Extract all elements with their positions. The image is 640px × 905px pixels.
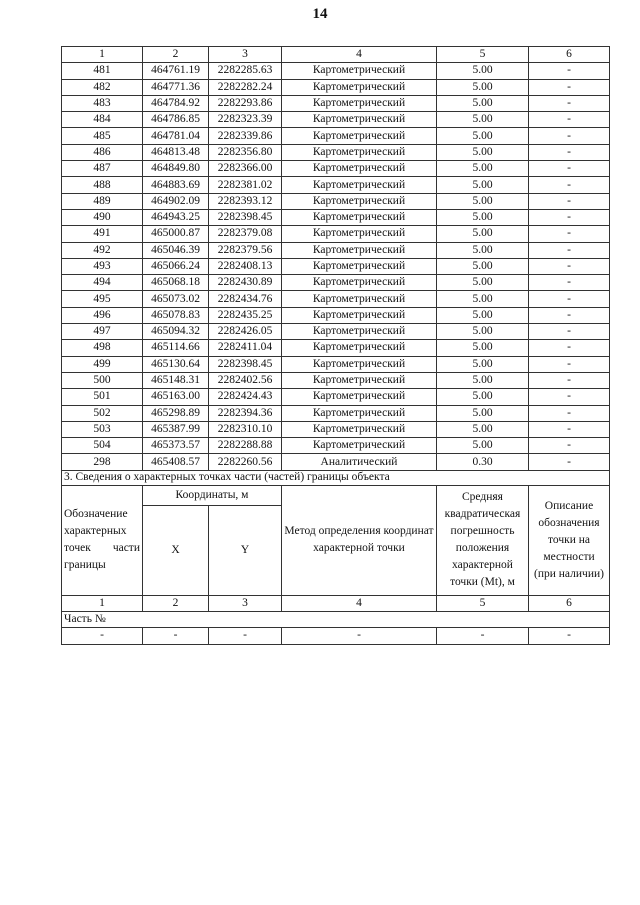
column-number: 3 (209, 595, 282, 611)
point-id-cell: 484 (62, 112, 143, 128)
y-coordinate-cell: 2282379.08 (209, 226, 282, 242)
point-id-cell: 491 (62, 226, 143, 242)
description-cell: - (529, 405, 610, 421)
table-row (62, 193, 610, 209)
error-cell: 5.00 (437, 438, 529, 454)
description-cell: - (529, 63, 610, 79)
error-cell: 5.00 (437, 161, 529, 177)
column-number: 2 (143, 47, 209, 63)
point-id-cell: 501 (62, 389, 143, 405)
method-cell: Картометрический (282, 389, 437, 405)
error-cell: 5.00 (437, 372, 529, 388)
y-coordinate-cell: 2282260.56 (209, 454, 282, 470)
y-coordinate-cell: 2282288.88 (209, 438, 282, 454)
y-coordinate-cell: 2282435.25 (209, 307, 282, 323)
x-coordinate-cell: 465163.00 (143, 389, 209, 405)
method-header: Метод определения координат характерной точки (282, 485, 437, 595)
table-row (62, 161, 610, 177)
table-row (62, 112, 610, 128)
error-cell: 5.00 (437, 258, 529, 274)
error-cell: 5.00 (437, 421, 529, 437)
point-id-cell: 496 (62, 307, 143, 323)
method-cell: Картометрический (282, 291, 437, 307)
x-coordinate-cell: 465046.39 (143, 242, 209, 258)
error-cell: 5.00 (437, 177, 529, 193)
point-id-cell: 481 (62, 63, 143, 79)
y-header: Y (209, 505, 282, 595)
y-coordinate-cell: 2282398.45 (209, 356, 282, 372)
column-number: 1 (62, 595, 143, 611)
y-coordinate-cell: 2282310.10 (209, 421, 282, 437)
error-cell: 5.00 (437, 128, 529, 144)
table-row (62, 454, 610, 470)
column-number: 5 (437, 47, 529, 63)
point-id-cell: 502 (62, 405, 143, 421)
table-row (62, 275, 610, 291)
y-coordinate-cell: 2282402.56 (209, 372, 282, 388)
point-id-cell: 485 (62, 128, 143, 144)
section-column-number-row (62, 595, 610, 611)
empty-cell: - (209, 628, 282, 644)
table-row (62, 372, 610, 388)
description-cell: - (529, 356, 610, 372)
x-coordinate-cell: 465298.89 (143, 405, 209, 421)
point-label-header: Обозначение характерных точек части границы (62, 485, 143, 595)
x-coordinate-cell: 465148.31 (143, 372, 209, 388)
table-row (62, 144, 610, 160)
y-coordinate-cell: 2282293.86 (209, 95, 282, 111)
description-cell: - (529, 291, 610, 307)
x-coordinate-cell: 465114.66 (143, 340, 209, 356)
table-row (62, 291, 610, 307)
method-cell: Картометрический (282, 226, 437, 242)
description-cell: - (529, 275, 610, 291)
error-header: Средняя квадратическая погрешность положения характерной точки (Mt), м (437, 485, 529, 595)
y-coordinate-cell: 2282366.00 (209, 161, 282, 177)
table-row (62, 421, 610, 437)
description-cell: - (529, 193, 610, 209)
method-cell: Картометрический (282, 79, 437, 95)
column-number: 6 (529, 47, 610, 63)
point-id-cell: 482 (62, 79, 143, 95)
method-cell: Аналитический (282, 454, 437, 470)
y-coordinate-cell: 2282381.02 (209, 177, 282, 193)
empty-cell: - (62, 628, 143, 644)
column-number: 2 (143, 595, 209, 611)
x-coordinate-cell: 465073.02 (143, 291, 209, 307)
coordinates-header: Координаты, м (143, 485, 282, 505)
method-cell: Картометрический (282, 307, 437, 323)
table-row (62, 95, 610, 111)
x-coordinate-cell: 465130.64 (143, 356, 209, 372)
method-cell: Картометрический (282, 177, 437, 193)
table-row (62, 438, 610, 454)
error-cell: 5.00 (437, 95, 529, 111)
column-number: 3 (209, 47, 282, 63)
point-id-cell: 498 (62, 340, 143, 356)
x-coordinate-cell: 464902.09 (143, 193, 209, 209)
error-cell: 5.00 (437, 275, 529, 291)
part-label: Часть № (62, 612, 610, 628)
point-id-cell: 499 (62, 356, 143, 372)
y-coordinate-cell: 2282379.56 (209, 242, 282, 258)
empty-cell: - (143, 628, 209, 644)
table-row (62, 242, 610, 258)
table-row (62, 340, 610, 356)
description-cell: - (529, 95, 610, 111)
x-coordinate-cell: 464781.04 (143, 128, 209, 144)
method-cell: Картометрический (282, 242, 437, 258)
method-cell: Картометрический (282, 438, 437, 454)
table-row (62, 258, 610, 274)
y-coordinate-cell: 2282411.04 (209, 340, 282, 356)
method-cell: Картометрический (282, 193, 437, 209)
point-id-cell: 495 (62, 291, 143, 307)
point-id-cell: 492 (62, 242, 143, 258)
error-cell: 5.00 (437, 340, 529, 356)
empty-cell: - (437, 628, 529, 644)
method-cell: Картометрический (282, 421, 437, 437)
x-coordinate-cell: 465094.32 (143, 324, 209, 340)
y-coordinate-cell: 2282398.45 (209, 209, 282, 225)
error-cell: 5.00 (437, 63, 529, 79)
point-id-cell: 494 (62, 275, 143, 291)
error-cell: 5.00 (437, 226, 529, 242)
description-cell: - (529, 226, 610, 242)
y-coordinate-cell: 2282408.13 (209, 258, 282, 274)
error-cell: 5.00 (437, 79, 529, 95)
section-title: 3. Сведения о характерных точках части (частей) границы объекта (62, 470, 610, 485)
coordinates-table (61, 46, 610, 645)
method-cell: Картометрический (282, 356, 437, 372)
y-coordinate-cell: 2282356.80 (209, 144, 282, 160)
description-cell: - (529, 258, 610, 274)
method-cell: Картометрический (282, 128, 437, 144)
description-cell: - (529, 421, 610, 437)
error-cell: 5.00 (437, 405, 529, 421)
description-cell: - (529, 438, 610, 454)
y-coordinate-cell: 2282394.36 (209, 405, 282, 421)
method-cell: Картометрический (282, 275, 437, 291)
point-id-cell: 298 (62, 454, 143, 470)
point-id-cell: 504 (62, 438, 143, 454)
x-coordinate-cell: 464813.48 (143, 144, 209, 160)
y-coordinate-cell: 2282424.43 (209, 389, 282, 405)
column-number: 1 (62, 47, 143, 63)
y-coordinate-cell: 2282285.63 (209, 63, 282, 79)
method-cell: Картометрический (282, 112, 437, 128)
y-coordinate-cell: 2282434.76 (209, 291, 282, 307)
description-cell: - (529, 372, 610, 388)
point-id-cell: 490 (62, 209, 143, 225)
method-cell: Картометрический (282, 161, 437, 177)
method-cell: Картометрический (282, 95, 437, 111)
error-cell: 5.00 (437, 389, 529, 405)
error-cell: 5.00 (437, 291, 529, 307)
point-id-cell: 500 (62, 372, 143, 388)
error-cell: 5.00 (437, 356, 529, 372)
table-row (62, 226, 610, 242)
x-coordinate-cell: 464883.69 (143, 177, 209, 193)
error-cell: 5.00 (437, 144, 529, 160)
empty-cell: - (282, 628, 437, 644)
error-cell: 5.00 (437, 193, 529, 209)
point-id-cell: 497 (62, 324, 143, 340)
table-row (62, 128, 610, 144)
description-cell: - (529, 340, 610, 356)
point-id-cell: 503 (62, 421, 143, 437)
column-number: 6 (529, 595, 610, 611)
method-cell: Картометрический (282, 258, 437, 274)
method-cell: Картометрический (282, 209, 437, 225)
error-cell: 5.00 (437, 324, 529, 340)
point-id-cell: 493 (62, 258, 143, 274)
part-row (62, 612, 610, 628)
error-cell: 5.00 (437, 209, 529, 225)
x-coordinate-cell: 465408.57 (143, 454, 209, 470)
error-cell: 0.30 (437, 454, 529, 470)
x-coordinate-cell: 465387.99 (143, 421, 209, 437)
empty-row (62, 628, 610, 644)
table-row (62, 209, 610, 225)
description-cell: - (529, 128, 610, 144)
y-coordinate-cell: 2282339.86 (209, 128, 282, 144)
empty-cell: - (529, 628, 610, 644)
point-id-cell: 489 (62, 193, 143, 209)
method-cell: Картометрический (282, 63, 437, 79)
description-cell: - (529, 161, 610, 177)
section-title-row (62, 470, 610, 485)
error-cell: 5.00 (437, 307, 529, 323)
x-coordinate-cell: 465078.83 (143, 307, 209, 323)
column-number: 4 (282, 47, 437, 63)
point-id-cell: 486 (62, 144, 143, 160)
method-cell: Картометрический (282, 324, 437, 340)
x-coordinate-cell: 465000.87 (143, 226, 209, 242)
y-coordinate-cell: 2282282.24 (209, 79, 282, 95)
point-id-cell: 488 (62, 177, 143, 193)
y-coordinate-cell: 2282323.39 (209, 112, 282, 128)
error-cell: 5.00 (437, 242, 529, 258)
method-cell: Картометрический (282, 340, 437, 356)
description-cell: - (529, 454, 610, 470)
y-coordinate-cell: 2282430.89 (209, 275, 282, 291)
point-id-cell: 487 (62, 161, 143, 177)
description-cell: - (529, 144, 610, 160)
table-row (62, 307, 610, 323)
table-row (62, 177, 610, 193)
column-number: 4 (282, 595, 437, 611)
method-cell: Картометрический (282, 144, 437, 160)
x-coordinate-cell: 464771.36 (143, 79, 209, 95)
x-coordinate-cell: 465068.18 (143, 275, 209, 291)
description-cell: - (529, 324, 610, 340)
y-coordinate-cell: 2282393.12 (209, 193, 282, 209)
x-coordinate-cell: 464849.80 (143, 161, 209, 177)
method-cell: Картометрический (282, 405, 437, 421)
description-header: Описание обозначения точки на местности (при наличии) (529, 485, 610, 595)
column-number-row (62, 47, 610, 63)
x-coordinate-cell: 465066.24 (143, 258, 209, 274)
page-number: 14 (312, 6, 328, 22)
x-coordinate-cell: 464943.25 (143, 209, 209, 225)
table-row (62, 356, 610, 372)
y-coordinate-cell: 2282426.05 (209, 324, 282, 340)
point-id-cell: 483 (62, 95, 143, 111)
section-header-row (62, 485, 610, 505)
table-row (62, 63, 610, 79)
method-cell: Картометрический (282, 372, 437, 388)
description-cell: - (529, 242, 610, 258)
description-cell: - (529, 307, 610, 323)
error-cell: 5.00 (437, 112, 529, 128)
x-header: X (143, 505, 209, 595)
description-cell: - (529, 389, 610, 405)
table-row (62, 324, 610, 340)
x-coordinate-cell: 464786.85 (143, 112, 209, 128)
description-cell: - (529, 79, 610, 95)
table-row (62, 79, 610, 95)
x-coordinate-cell: 464784.92 (143, 95, 209, 111)
table-row (62, 389, 610, 405)
table-row (62, 405, 610, 421)
description-cell: - (529, 177, 610, 193)
description-cell: - (529, 209, 610, 225)
column-number: 5 (437, 595, 529, 611)
x-coordinate-cell: 465373.57 (143, 438, 209, 454)
x-coordinate-cell: 464761.19 (143, 63, 209, 79)
description-cell: - (529, 112, 610, 128)
